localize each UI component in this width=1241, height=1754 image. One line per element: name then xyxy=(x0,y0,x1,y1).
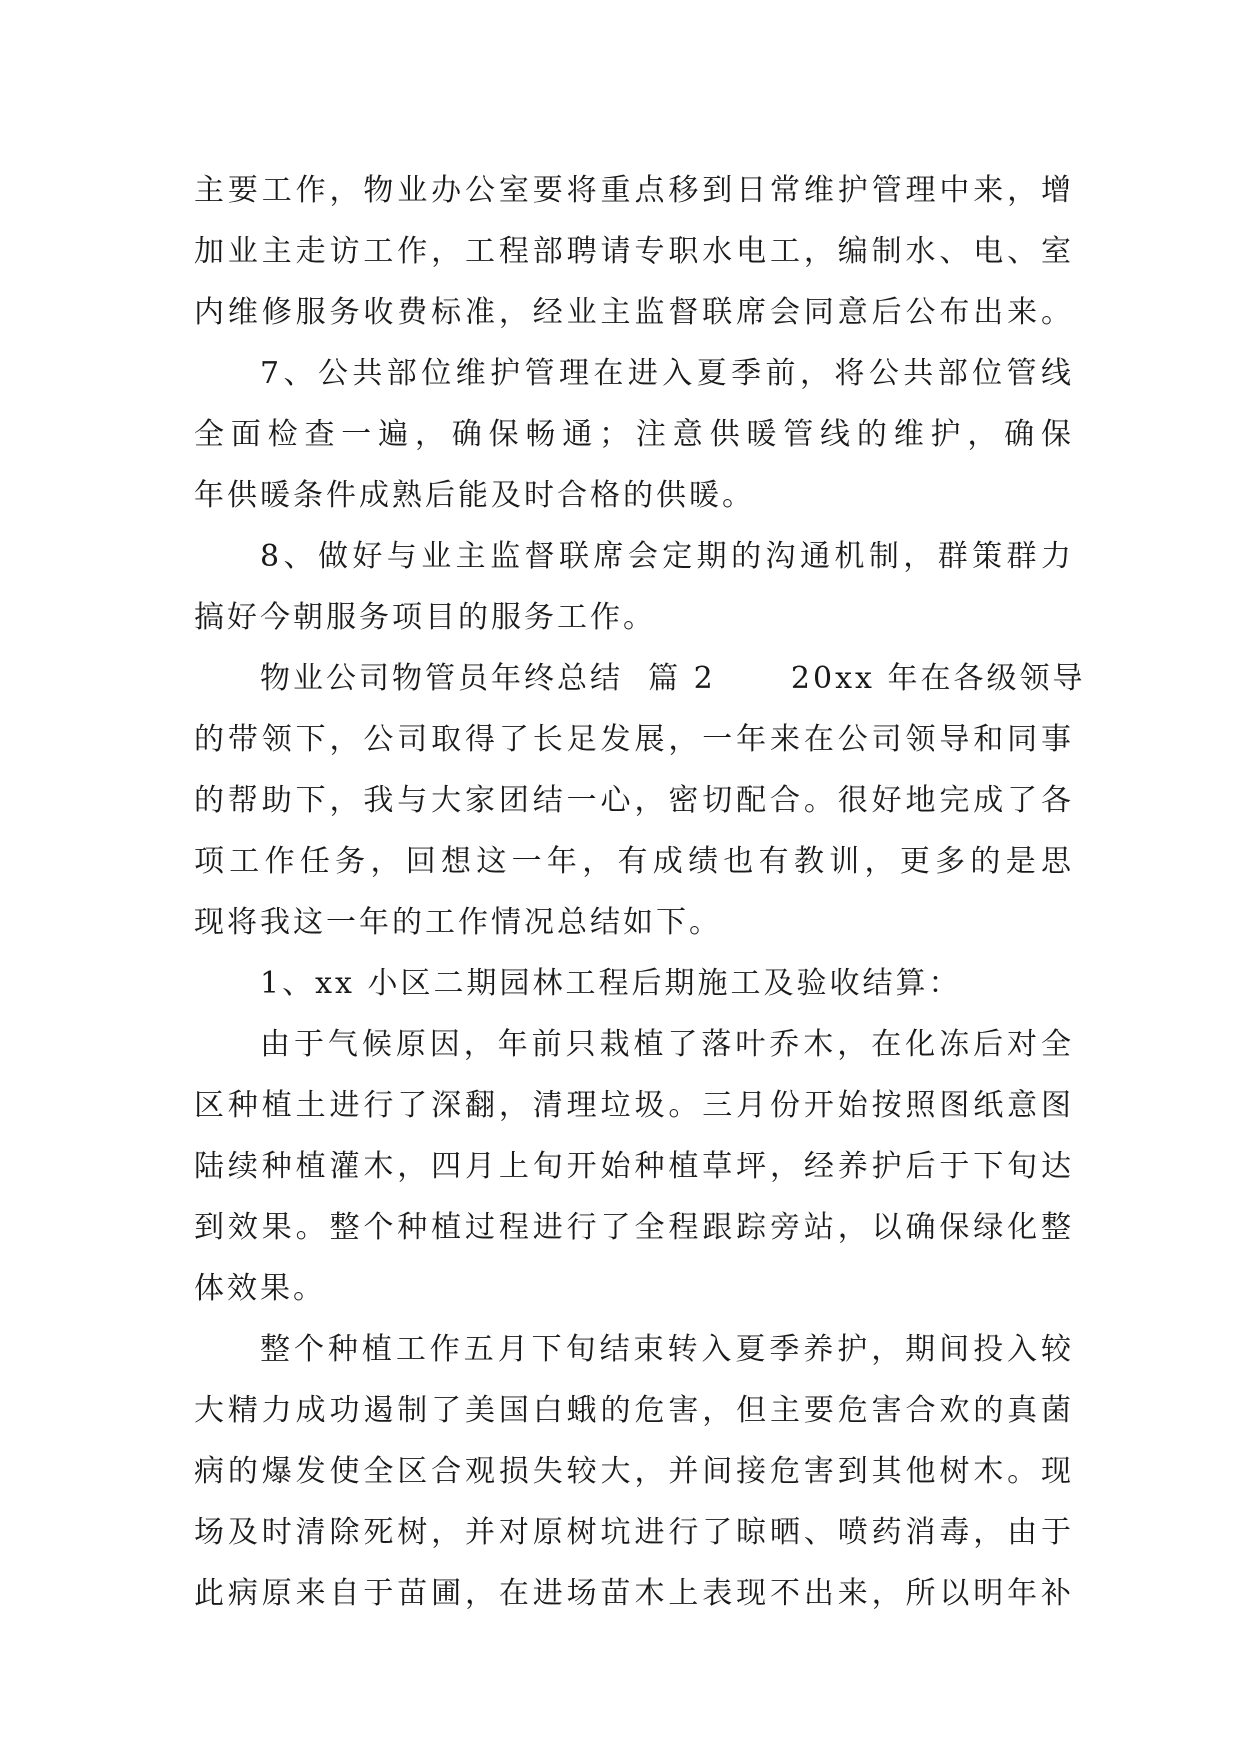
text-line: 加业主走访工作，工程部聘请专职水电工，编制水、电、室 xyxy=(194,234,1074,269)
text-line: 7、公共部位维护管理在进入夏季前，将公共部位管线 xyxy=(260,356,1074,391)
text-line: 陆续种植灌木，四月上旬开始种植草坪，经养护后于下旬达 xyxy=(194,1149,1074,1184)
text-line: 1、xx 小区二期园林工程后期施工及验收结算： xyxy=(260,966,962,1001)
text-line: 搞好今朝服务项目的服务工作。 xyxy=(194,600,656,635)
text-line: 大精力成功遏制了美国白蛾的危害，但主要危害合欢的真菌 xyxy=(194,1393,1074,1428)
text-line: 物业公司物管员年终总结 篇 2 20xx 年在各级领导 xyxy=(260,661,1086,696)
text-line: 整个种植工作五月下旬结束转入夏季养护，期间投入较 xyxy=(260,1332,1074,1367)
text-line: 病的爆发使全区合观损失较大，并间接危害到其他树木。现 xyxy=(194,1454,1074,1489)
text-line: 内维修服务收费标准，经业主监督联席会同意后公布出来。 xyxy=(194,295,1074,330)
text-line: 场及时清除死树，并对原树坑进行了晾晒、喷药消毒，由于 xyxy=(194,1515,1074,1550)
text-line: 到效果。整个种植过程进行了全程跟踪旁站，以确保绿化整 xyxy=(194,1210,1074,1245)
text-line: 由于气候原因，年前只栽植了落叶乔木，在化冻后对全 xyxy=(260,1027,1074,1062)
text-line: 全面检查一遍，确保畅通；注意供暖管线的维护，确保 xyxy=(194,417,1074,452)
text-line: 项工作任务，回想这一年，有成绩也有教训，更多的是思 xyxy=(194,844,1074,879)
text-line: 体效果。 xyxy=(194,1271,326,1306)
document-body xyxy=(194,160,1086,1624)
text-line: 此病原来自于苗圃，在进场苗木上表现不出来，所以明年补 xyxy=(194,1576,1074,1611)
text-line: 现将我这一年的工作情况总结如下。 xyxy=(194,905,722,940)
text-line: 区种植土进行了深翻，清理垃圾。三月份开始按照图纸意图 xyxy=(194,1088,1074,1123)
text-line: 8、做好与业主监督联席会定期的沟通机制，群策群力 xyxy=(260,539,1074,574)
text-line: 的带领下，公司取得了长足发展，一年来在公司领导和同事 xyxy=(194,722,1074,757)
text-line: 年供暖条件成熟后能及时合格的供暖。 xyxy=(194,478,755,513)
text-line: 的帮助下，我与大家团结一心，密切配合。很好地完成了各 xyxy=(194,783,1074,818)
text-line: 主要工作，物业办公室要将重点移到日常维护管理中来，增 xyxy=(194,173,1074,208)
